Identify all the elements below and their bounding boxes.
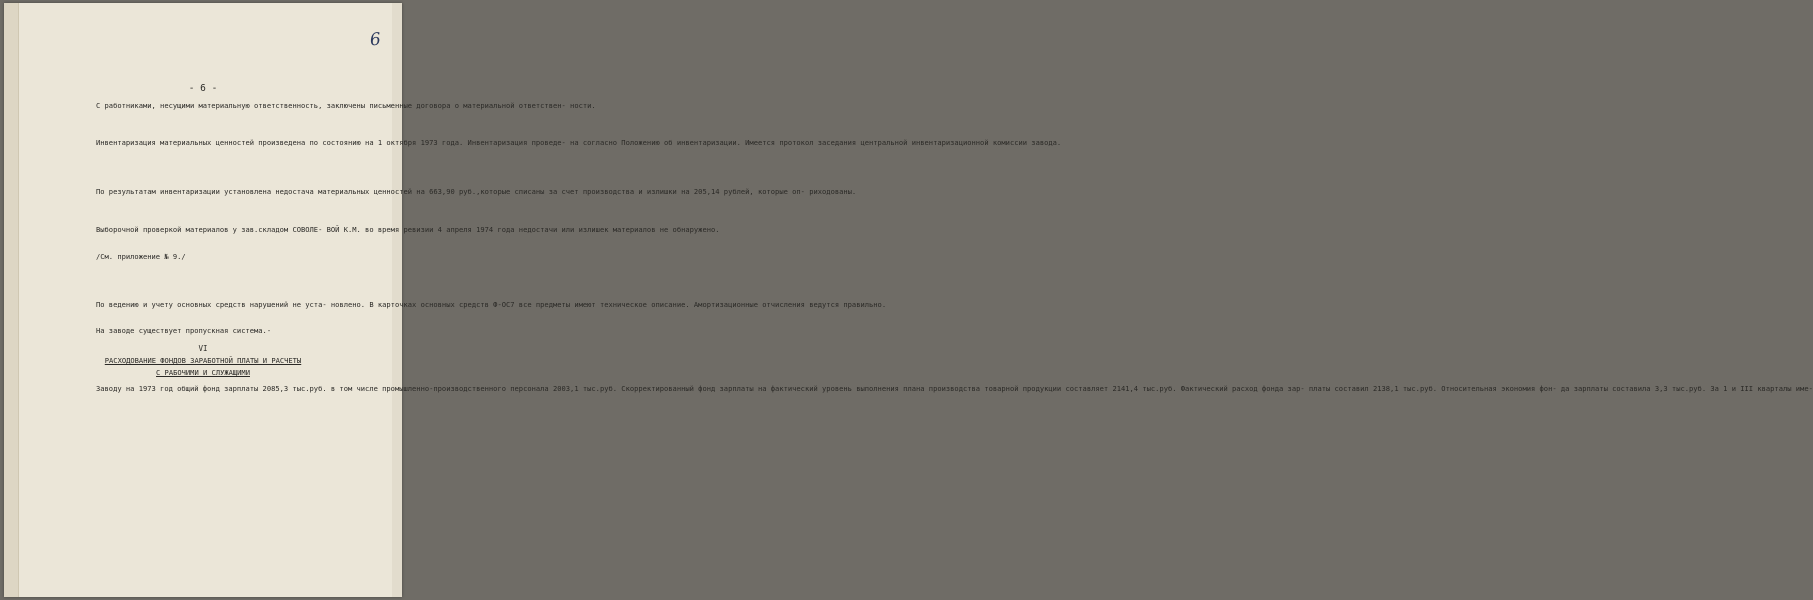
appendix-reference: /См. приложение № 9./ (96, 252, 186, 261)
page-number: - 6 - (188, 83, 218, 94)
paragraph-inventory-results: По результатам инвентаризации установлена недостача материальных ценностей на 663,90 руб.,которые списаны за счет производства и излишки на 205,14 рублей, которые оп- риходованы. (96, 187, 857, 196)
section-number: VI (198, 344, 208, 353)
paragraph-wage-fund: Заводу на 1973 год общий фонд зарплаты 2085,3 тыс.руб. в том числе промышленно-производственного персонала 2003,1 тыс.руб. Скорректированный фонд зарплаты на фактический уровень выполнения плана производства товарной продукции составляет 2141,4 тыс.руб. Фактический расход фонда зар- платы составил 2138,1 тыс.руб. Относительная экономия фон- да зарплаты составила 3,3 тыс.руб. За 1 и III кварталы име- (96, 384, 1813, 393)
handwritten-page-number: 6 (368, 29, 382, 51)
paragraph-liability: С работниками, несущими материальную ответственность, заключены письменные договора о материальной ответствен- ности. (96, 101, 596, 110)
section-title-line-2: С РАБОЧИМИ И СЛУЖАЩИМИ (156, 368, 250, 378)
paragraph-spot-check: Выборочной проверкой материалов у зав.складом СОВОЛЕ- ВОЙ К.М. во время ревизии 4 апреля 1974 года недостачи или излишек материалов не обнаружено. (96, 225, 720, 234)
section-title-line-1: РАСХОДОВАНИЕ ФОНДОВ ЗАРАБОТНОЙ ПЛАТЫ И РАСЧЕТЫ (104, 356, 302, 365)
paragraph-fixed-assets: По ведению и учету основных средств нарушений не уста- новлено. В карточках основных средств Ф-ОС7 все предметы имеют техническое описание. Амортизационные отчисления ведутся правильно. (96, 300, 887, 309)
paragraph-access-system: На заводе существует пропускная система.- (96, 326, 272, 335)
document-page (4, 3, 1813, 597)
paragraph-inventory: Инвентаризация материальных ценностей произведена по состоянию на 1 октября 1973 года. Инвентаризация проведе- на согласно Положению об инвентаризации. Имеется протокол заседания центральной инвентаризационной комиссии завода. (96, 138, 1062, 147)
section-title (4, 355, 402, 380)
